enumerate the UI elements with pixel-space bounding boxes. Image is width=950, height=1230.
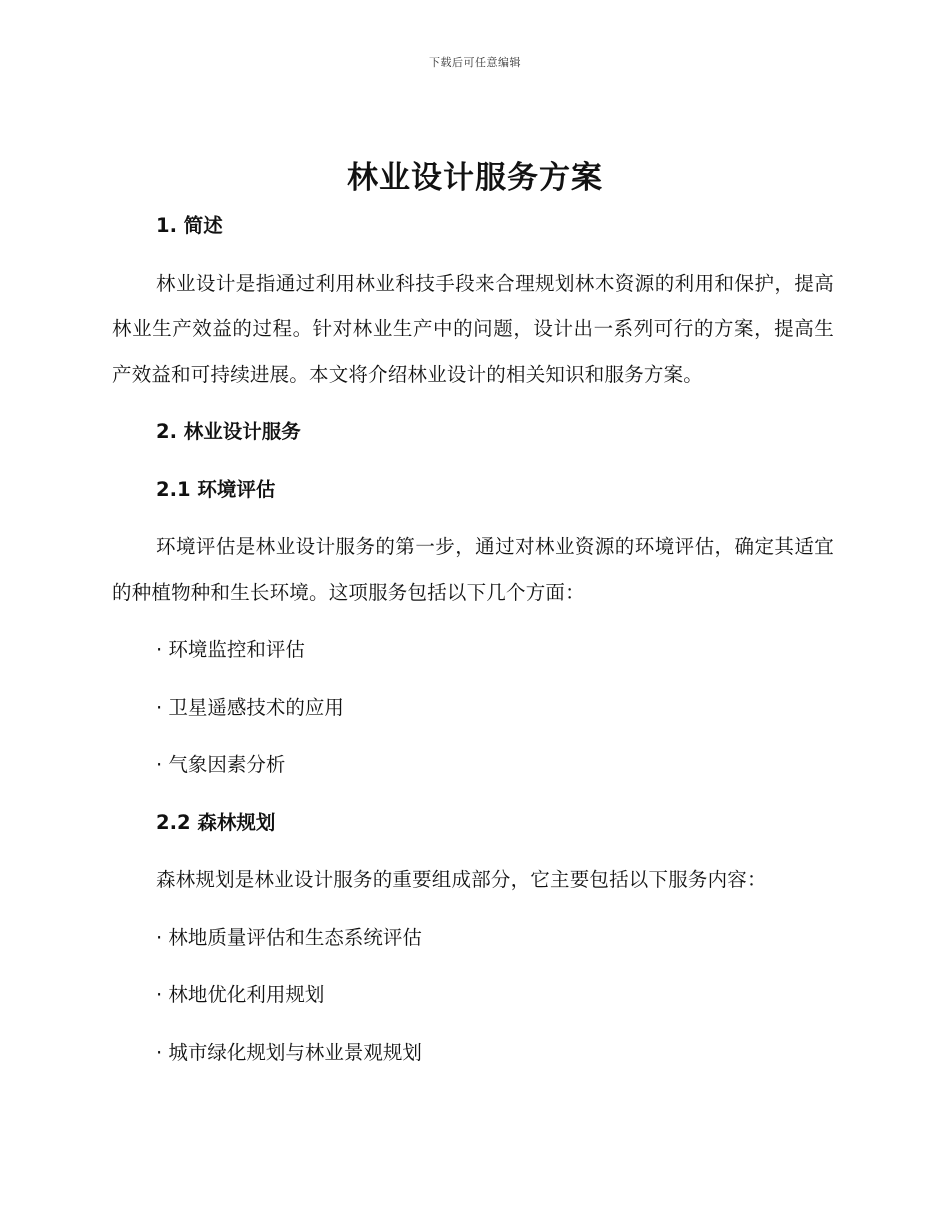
bullet-item: · 气象因素分析 — [156, 753, 286, 776]
bullet-item: · 林地优化利用规划 — [156, 983, 325, 1006]
header-note: 下载后可任意编辑 — [429, 56, 521, 69]
bullet-item: · 林地质量评估和生态系统评估 — [156, 925, 422, 949]
section-heading-2: 2. 林业设计服务 — [156, 420, 301, 443]
bullet-item: · 环境监控和评估 — [156, 638, 305, 661]
bullet-item: · 卫星遥感技术的应用 — [156, 695, 344, 719]
section-paragraph-1: 林业设计是指通过利用林业科技手段来合理规划林木资源的利用和保护，提高林业生产效益的过程。针对林业生产中的问题，设计出一系列可行的方案，提高生产效益和可持续进展。本文将介绍林业设计的相关知识和服务方案。 — [112, 271, 834, 386]
section-heading-2-1: 2.1 环境评估 — [156, 477, 276, 501]
document-body — [112, 203, 834, 1087]
section-paragraph-2-2: 森林规划是林业设计服务的重要组成部分，它主要包括以下服务内容： — [156, 868, 767, 891]
bullet-item: · 城市绿化规划与林业景观规划 — [156, 1040, 422, 1064]
document-title: 林业设计服务方案 — [347, 160, 603, 196]
section-paragraph-2-1: 环境评估是林业设计服务的第一步，通过对林业资源的环境评估，确定其适宜的种植物种和生长环境。这项服务包括以下几个方面： — [112, 535, 834, 604]
section-heading-2-2: 2.2 森林规划 — [156, 810, 276, 834]
section-heading-1: 1. 简述 — [156, 214, 223, 237]
